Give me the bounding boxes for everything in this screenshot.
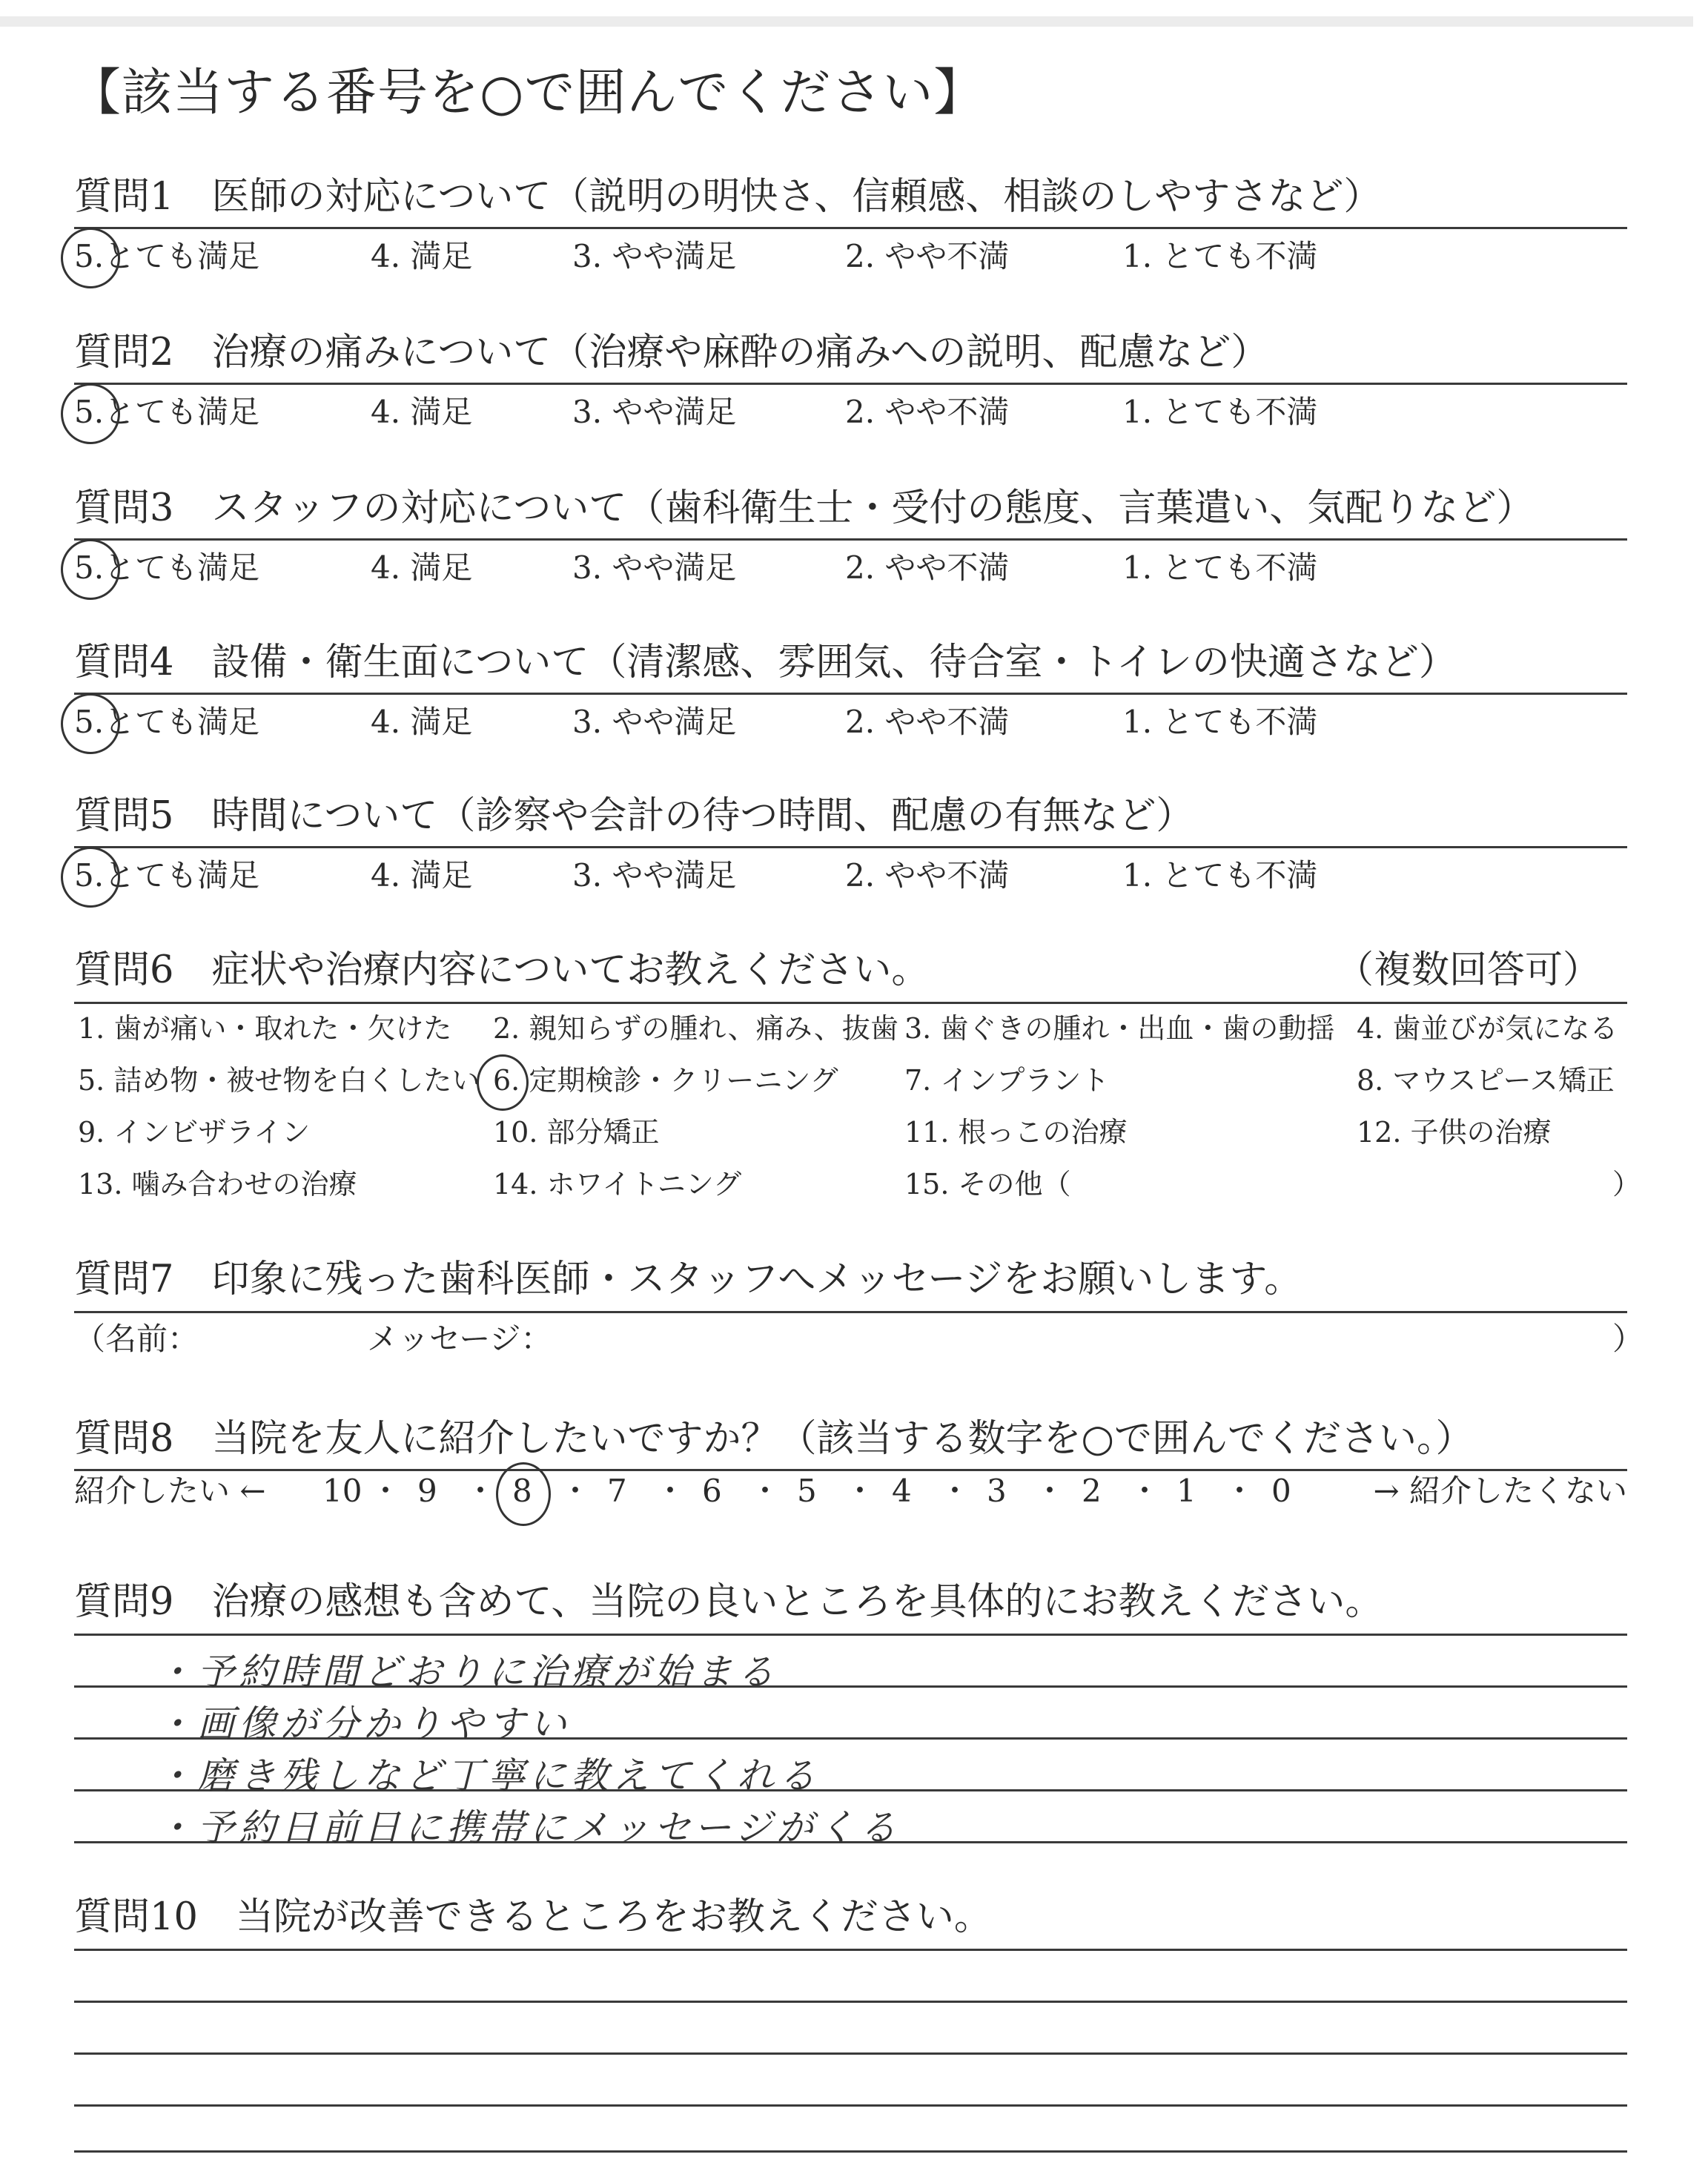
answer-line[interactable] (74, 1949, 1627, 1951)
q1-option-5[interactable]: 5.とても満足 (74, 238, 260, 274)
q3-option-2[interactable]: 2. やや不満 (845, 549, 1010, 586)
q4-options (74, 704, 1627, 751)
q8-title: 質問8 当院を友人に紹介したいですか？（該当する数字を○で囲んでください。） (74, 1417, 1474, 1461)
q8-score-0[interactable]: 0 (1271, 1473, 1291, 1509)
answer-line[interactable] (74, 2104, 1627, 2107)
q7-name-label: （名前： (74, 1321, 199, 1357)
answer-line[interactable] (74, 2052, 1627, 2055)
q9-title: 質問9 治療の感想も含めて、当院の良いところを具体的にお教えください。 (74, 1580, 1383, 1624)
q2-option-3[interactable]: 3. やや満足 (572, 394, 737, 430)
q8-separator: ・ (1034, 1473, 1066, 1509)
q9-handwritten-answer: ・画像が分かりやすい (156, 1702, 571, 1745)
q8-separator: ・ (465, 1473, 497, 1509)
q3-title: 質問3 スタッフの対応について（歯科衛生士・受付の態度、言葉遣い、気配りなど） (74, 486, 1535, 530)
q8-score-10[interactable]: 10 (322, 1473, 363, 1509)
q8-left-label: 紹介したい ← (74, 1473, 266, 1509)
q8-scale (74, 1473, 1627, 1520)
q7-title: 質問7 印象に残った歯科医師・スタッフへメッセージをお願いします。 (74, 1258, 1302, 1301)
q8-score-2[interactable]: 2 (1082, 1473, 1102, 1509)
q8-score-3[interactable]: 3 (987, 1473, 1007, 1509)
q8-score-7[interactable]: 7 (607, 1473, 627, 1509)
q5-option-1[interactable]: 1. とても不満 (1122, 857, 1318, 894)
q8-separator: ・ (749, 1473, 781, 1509)
q1-options (74, 238, 1627, 285)
q8-answer-circle (496, 1462, 551, 1526)
q6-option-11[interactable]: 11. 根っこの治療 (904, 1116, 1128, 1149)
q6-option-13[interactable]: 13. 噛み合わせの治療 (78, 1168, 357, 1200)
q6-title: 質問6 症状や治療内容についてお教えください。 (74, 948, 930, 992)
q4-title: 質問4 設備・衛生面について（清潔感、雰囲気、待合室・トイレの快適さなど） (74, 641, 1457, 684)
q6-option-4[interactable]: 4. 歯並びが気になる (1357, 1012, 1618, 1045)
q6-option-12[interactable]: 12. 子供の治療 (1357, 1116, 1552, 1149)
q1-option-3[interactable]: 3. やや満足 (572, 238, 737, 274)
q4-option-2[interactable]: 2. やや不満 (845, 704, 1010, 740)
q8-right-label: → 紹介したくない (1373, 1473, 1627, 1509)
q2-option-5[interactable]: 5.とても満足 (74, 394, 260, 430)
q5-answer-circle (61, 847, 120, 908)
q2-rule (74, 383, 1627, 385)
q9-handwritten-answer: ・予約時間どおりに治療が始まる (156, 1651, 778, 1694)
q8-rule (74, 1469, 1627, 1471)
answer-line[interactable] (74, 2001, 1627, 2003)
q8-score-8[interactable]: 8 (512, 1473, 532, 1509)
q2-options (74, 394, 1627, 441)
q1-option-1[interactable]: 1. とても不満 (1122, 238, 1318, 274)
q10-title: 質問10 当院が改善できるところをお教えください。 (74, 1895, 992, 1939)
q5-rule (74, 846, 1627, 848)
q3-option-3[interactable]: 3. やや満足 (572, 549, 737, 586)
q4-answer-circle (61, 693, 120, 754)
q5-title: 質問5 時間について（診察や会計の待つ時間、配慮の有無など） (74, 794, 1194, 838)
q5-option-3[interactable]: 3. やや満足 (572, 857, 737, 894)
q8-separator: ・ (1129, 1473, 1161, 1509)
q3-answer-circle (61, 539, 120, 600)
q8-separator: ・ (1224, 1473, 1256, 1509)
q1-title: 質問1 医師の対応について（説明の明快さ、信頼感、相談のしやすさなど） (74, 175, 1382, 219)
q7-close-paren: ） (1612, 1321, 1644, 1357)
q8-score-5[interactable]: 5 (797, 1473, 817, 1509)
q6-option-2[interactable]: 2. 親知らずの腫れ、痛み、抜歯 (493, 1012, 898, 1045)
q5-option-4[interactable]: 4. 満足 (371, 857, 473, 894)
q8-separator: ・ (655, 1473, 686, 1509)
q2-option-2[interactable]: 2. やや不満 (845, 394, 1010, 430)
q8-score-9[interactable]: 9 (417, 1473, 437, 1509)
q8-score-1[interactable]: 1 (1176, 1473, 1196, 1509)
q8-separator: ・ (844, 1473, 876, 1509)
q6-option-8[interactable]: 8. マウスピース矯正 (1357, 1064, 1615, 1097)
scan-top-edge (0, 16, 1693, 27)
q1-answer-circle (61, 228, 120, 288)
q6-option-14[interactable]: 14. ホワイトニング (493, 1168, 742, 1200)
q4-option-3[interactable]: 3. やや満足 (572, 704, 737, 740)
q6-option-1[interactable]: 1. 歯が痛い・取れた・欠けた (78, 1012, 452, 1045)
q4-option-4[interactable]: 4. 満足 (371, 704, 473, 740)
q8-separator: ・ (560, 1473, 592, 1509)
q2-option-4[interactable]: 4. 満足 (371, 394, 473, 430)
q3-options (74, 549, 1627, 597)
q3-option-5[interactable]: 5.とても満足 (74, 549, 260, 586)
q4-option-1[interactable]: 1. とても不満 (1122, 704, 1318, 740)
q8-separator: ・ (370, 1473, 402, 1509)
q6-other-close-paren: ） (1612, 1168, 1641, 1200)
q1-rule (74, 227, 1627, 229)
q9-handwritten-answer: ・磨き残しなど丁寧に教えてくれる (156, 1754, 820, 1797)
q2-title: 質問2 治療の痛みについて（治療や麻酔の痛みへの説明、配慮など） (74, 331, 1269, 374)
q5-option-2[interactable]: 2. やや不満 (845, 857, 1010, 894)
q6-note: （複数回答可） (1335, 948, 1601, 992)
q8-separator: ・ (939, 1473, 971, 1509)
q7-rule (74, 1311, 1627, 1313)
q5-option-5[interactable]: 5.とても満足 (74, 857, 260, 894)
q3-option-4[interactable]: 4. 満足 (371, 549, 473, 586)
page-title: 【該当する番号を○で囲んでください】 (70, 64, 985, 122)
q6-answer-circle (477, 1054, 529, 1111)
q3-rule (74, 538, 1627, 541)
q3-option-1[interactable]: 1. とても不満 (1122, 549, 1318, 586)
q2-option-1[interactable]: 1. とても不満 (1122, 394, 1318, 430)
q6-rule (74, 1002, 1627, 1004)
q8-score-4[interactable]: 4 (892, 1473, 912, 1509)
q6-option-15[interactable]: 15. その他（ (904, 1168, 1071, 1200)
q6-option-3[interactable]: 3. 歯ぐきの腫れ・出血・歯の動揺 (904, 1012, 1335, 1045)
q4-option-5[interactable]: 5.とても満足 (74, 704, 260, 740)
q6-option-10[interactable]: 10. 部分矯正 (493, 1116, 660, 1149)
q1-option-2[interactable]: 2. やや不満 (845, 238, 1010, 274)
q9-handwritten-answer: ・予約日前日に携帯にメッセージがくる (156, 1806, 901, 1849)
q4-rule (74, 693, 1627, 695)
q6-option-5[interactable]: 5. 詰め物・被せ物を白くしたい (78, 1064, 480, 1097)
q8-score-6[interactable]: 6 (702, 1473, 722, 1509)
q6-option-9[interactable]: 9. インビザライン (78, 1116, 311, 1149)
q5-options (74, 857, 1627, 905)
q2-answer-circle (61, 383, 120, 444)
q6-option-6[interactable]: 6. 定期検診・クリーニング (493, 1064, 838, 1097)
q6-option-7[interactable]: 7. インプラント (904, 1064, 1110, 1097)
q1-option-4[interactable]: 4. 満足 (371, 238, 473, 274)
answer-line[interactable] (74, 2150, 1627, 2153)
q7-message-label: メッセージ： (367, 1321, 552, 1357)
answer-line (74, 1634, 1627, 1636)
